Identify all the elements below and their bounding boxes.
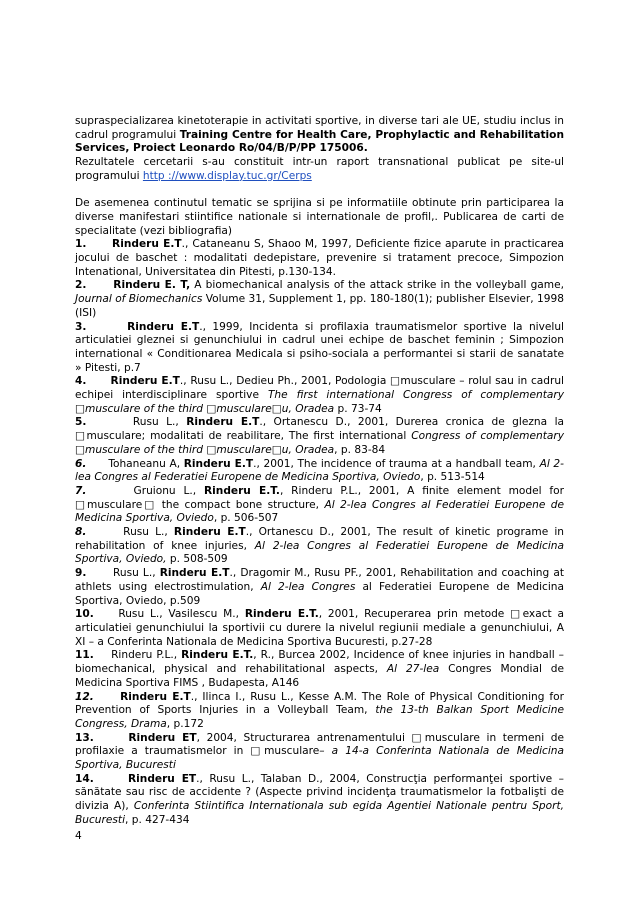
italic-text: Congress of complementary □musculare of the third □musculare□u, Oradea	[75, 430, 564, 456]
bibliography-entry	[75, 691, 564, 732]
italic-text: Al 27-lea	[386, 663, 440, 676]
body-text: , 2001, Recuperarea prin metode □exact a articulatiei genunchiului la sportivii cu durere la nivelul regiunii mediale a genunchiului, A XI – a Conferinta Nationala de Medicina Sportiva Bucuresti, p.27-28	[75, 608, 564, 648]
bold-text: Rinderu E.T	[110, 375, 180, 388]
body-text: Rusu L.,	[86, 526, 174, 539]
bold-text: Rinderu E.T.	[244, 608, 319, 621]
bold-text: 10.	[75, 608, 119, 621]
body-text: Rusu L.,	[132, 416, 187, 429]
bibliography-entry	[75, 321, 564, 376]
body-text: , p. 83-84	[334, 443, 386, 456]
body-text: al Federatiei Europene de Medicina Sportiva, Oviedo, p.509	[75, 580, 564, 607]
body-text: p. 73-74	[334, 402, 382, 415]
body-text: supraspecializarea kinetoterapie in activitati sportive, in diverse tari ale UE, studiu inclus in cadrul programului	[75, 115, 564, 141]
bold-text: Rinderu E.T	[186, 416, 260, 429]
bold-text: Rinderu E.T	[183, 457, 254, 470]
bold-text: 4.	[75, 375, 111, 388]
bold-text: Rinderu ET	[127, 772, 197, 785]
body-text: , R., Burcea 2002, Incidence of knee injuries in handball – biomechanical, physical and rehabilitational aspects,	[75, 649, 564, 676]
bibliography-entry	[75, 732, 564, 773]
bold-text: Training Centre for Health Care, Prophylactic and Rehabilitation Services, Proiect Leonardo Ro/04/B/P/PP 175006.	[75, 128, 564, 155]
bold-text: 13.	[75, 731, 129, 744]
body-text: ., Rusu L., Dedieu Ph., 2001, Podologia □musculare – rolul sau in cadrul echipei interdisciplinare sportive	[75, 375, 564, 402]
intro-paragraph	[75, 156, 564, 183]
italic-text: Al 2-lea Congres al Federatiei Europene de Medicina Sportiva, Oviedo	[75, 457, 564, 484]
bibliography-entry	[75, 567, 564, 608]
body-text: , p. 506-507	[213, 512, 279, 525]
body-text: De asemenea continutul tematic se sprijina si pe informatiile obtinute prin participarea la diverse manifestari stiintifice nationale si internationale de profil,. Publicarea de carti de specialitate (vezi bibliografia)	[75, 197, 564, 237]
body-text: Gruionu L.,	[86, 484, 204, 497]
bibliography-entry	[75, 416, 564, 457]
page-number: 4	[75, 830, 82, 842]
intro-paragraph	[75, 115, 564, 156]
body-text: ., Ortanescu D., 2001, Durerea cronica de glezna la □musculare; modalitati de reabilitare, The first international	[75, 416, 564, 443]
body-text: ., Ortanescu D., 2001, The result of kinetic programe in rehabilitation of knee injuries,	[75, 526, 564, 552]
bibliography-entry	[75, 279, 564, 320]
intro-paragraph	[75, 197, 564, 238]
bold-text: 14.	[75, 772, 128, 785]
body-text: Rusu L.,	[112, 567, 160, 580]
document-body	[75, 115, 564, 828]
bold-text: Rinderu ET	[128, 731, 197, 744]
bold-text: Rinderu E.T	[173, 526, 246, 539]
bibliography-entry	[75, 238, 564, 279]
italic-text: Journal of Biomechanics	[75, 293, 203, 306]
entry-number: 6.	[75, 457, 87, 470]
body-text: , 2004, Structurarea antrenamentului □musculare in termeni de profilaxie a traumatismelor in □musculare	[75, 731, 564, 758]
body-text: ., Cataneanu S, Shaoo M, 1997, Deficiente fizice aparute in practicarea jocului de baschet : modalitati dedepistare, prevenire si tratament precoce, Simpozion Intenational, Universitatea din Pitesti, p.130-134.	[75, 238, 564, 278]
bold-text: 2.	[75, 279, 114, 292]
body-text: , Rinderu P.L., 2001, A finite element model for □musculare□ the compact bone structure,	[75, 484, 564, 511]
bold-text: Rinderu E.T.	[181, 649, 254, 662]
bibliography-entry	[75, 773, 564, 828]
body-text: Rinderu P.L.,	[111, 649, 182, 662]
italic-text: – a 14-a Conferinta Nationala de Medicina Sportiva, Bucuresti	[75, 745, 564, 772]
italic-text: Conferinta Stiintifica Internationala sub egida Agentiei Nationale pentru Sport, Bucuresti	[75, 800, 565, 826]
bold-text: 1.	[75, 238, 113, 251]
paragraph-gap	[75, 184, 564, 198]
body-text: Rusu L., Vasilescu M.,	[118, 608, 245, 621]
italic-text: the 13-th Balkan Sport Medicine Congress, Drama	[75, 704, 564, 730]
body-text: ., 1999, Incidenta si profilaxia traumatismelor sportive la nivelul articulatiei gleznei si genunchiului in cadrul unei echipe de baschet feminin ; Simpozion international « Conditionarea Medicala si psiho-sociala a performantei si starii de sanatate » Pitesti, p.7	[75, 320, 564, 374]
bold-text: Rinderu E.T	[120, 690, 191, 703]
bibliography-entry	[75, 649, 564, 690]
bold-text: 9.	[75, 567, 113, 580]
bold-text: Rinderu E.T	[127, 320, 200, 333]
bold-text: 5.	[75, 416, 133, 429]
italic-text: Al 2-lea Congres al Federatiei Europene de Medicina Sportiva, Oviedo	[75, 498, 565, 525]
body-text: A biomechanical analysis of the attack strike in the volleyball game,	[190, 279, 565, 292]
body-text: p. 508-509	[166, 553, 228, 566]
bibliography-entry	[75, 608, 564, 649]
body-text: Volume 31, Supplement 1, pp. 180-180(1); publisher Elsevier, 1998 (ISI)	[75, 293, 564, 319]
entry-number: 7.	[75, 484, 87, 497]
entry-number: 12.	[75, 690, 94, 703]
bold-text: Rinderu E.T.	[203, 484, 280, 497]
body-text: Rezultatele cercetarii s-au constituit intr-un raport transnational publicat pe site-ul programului	[75, 156, 564, 182]
bold-text: Rinderu E. T,	[113, 279, 191, 292]
body-text: ., Ilinca I., Rusu L., Kesse A.M. The Role of Physical Conditioning for Prevention of Sports Injuries in a Volleyball Team,	[75, 690, 564, 717]
italic-text: Al 2-lea Congres al Federatiei Europene de Medicina Sportiva, Oviedo,	[75, 539, 564, 566]
body-text: ., Dragomir M., Rusu PF., 2001, Rehabilitation and coaching at athlets using electrostimulation,	[75, 567, 564, 593]
body-text: ., 2001, The incidence of trauma at a handball team,	[253, 457, 540, 470]
bold-text: Rinderu E.T	[112, 238, 182, 251]
website-link[interactable]: http ://www.display.tuc.gr/Cerps	[142, 169, 312, 182]
bibliography-entry	[75, 375, 564, 416]
bibliography-entry	[75, 458, 564, 485]
bold-text: 11.	[75, 649, 112, 662]
italic-text: Al 2-lea Congres	[260, 580, 356, 593]
italic-text: The first international Congress of complementary □musculare of the third □musculare□u, Oradea	[75, 389, 564, 415]
bold-text	[94, 691, 120, 703]
bold-text: Rinderu E.T	[159, 567, 230, 580]
entry-number: 8.	[75, 526, 87, 539]
body-text: Congres Mondial de Medicina Sportiva FIMS , Budapesta, A146	[75, 663, 564, 689]
body-text: ., Rusu L., Talaban D., 2004, Construcţia performanţei sportive – sănătate sau risc de accidente ? (Aspecte privind incidenţa traumatismelor la fotbalişti de divizia A),	[75, 772, 564, 813]
body-text: , p. 427-434	[125, 813, 190, 826]
bold-text: 3.	[75, 320, 128, 333]
bibliography-entry	[75, 485, 564, 526]
body-text: , p.172	[166, 717, 204, 730]
bibliography-entry	[75, 526, 564, 567]
body-text: , p. 513-514	[420, 471, 485, 484]
body-text: Tohaneanu A,	[86, 457, 184, 470]
